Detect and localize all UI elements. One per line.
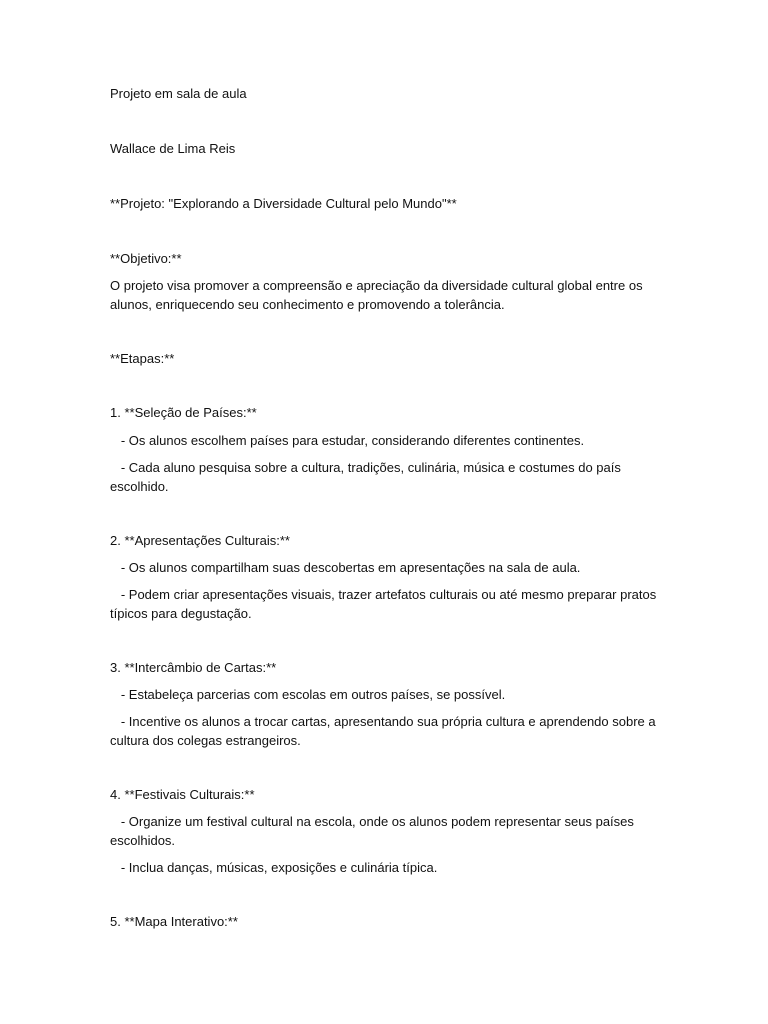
step-3-heading: 3. **Intercâmbio de Cartas:** bbox=[110, 660, 277, 675]
project-title: **Projeto: "Explorando a Diversidade Cultural pelo Mundo"** bbox=[110, 196, 457, 211]
step-3-bullet-2-line-1: - Incentive os alunos a trocar cartas, apresentando sua própria cultura e aprendendo sobre a bbox=[110, 714, 656, 729]
step-2-heading: 2. **Apresentações Culturais:** bbox=[110, 533, 290, 548]
steps-heading: **Etapas:** bbox=[110, 351, 175, 366]
document-title: Projeto em sala de aula bbox=[110, 86, 247, 101]
step-3-bullet-1: - Estabeleça parcerias com escolas em outros países, se possível. bbox=[110, 687, 506, 702]
step-2-bullet-2-line-2: típicos para degustação. bbox=[110, 606, 252, 621]
step-4-bullet-2: - Inclua danças, músicas, exposições e culinária típica. bbox=[110, 860, 438, 875]
author-name: Wallace de Lima Reis bbox=[110, 141, 236, 156]
step-4-bullet-1-line-1: - Organize um festival cultural na escola, onde os alunos podem representar seus países bbox=[110, 814, 634, 829]
step-1-bullet-1: - Os alunos escolhem países para estudar, considerando diferentes continentes. bbox=[110, 433, 585, 448]
objective-text-line-1: O projeto visa promover a compreensão e apreciação da diversidade cultural global entre os bbox=[110, 278, 643, 293]
step-2-bullet-1: - Os alunos compartilham suas descobertas em apresentações na sala de aula. bbox=[110, 560, 581, 575]
step-5-heading: 5. **Mapa Interativo:** bbox=[110, 914, 238, 929]
step-2-bullet-2-line-1: - Podem criar apresentações visuais, trazer artefatos culturais ou até mesmo preparar pratos bbox=[110, 587, 657, 602]
step-3-bullet-2-line-2: cultura dos colegas estrangeiros. bbox=[110, 733, 301, 748]
objective-heading: **Objetivo:** bbox=[110, 251, 182, 266]
step-1-bullet-2-line-2: escolhido. bbox=[110, 479, 169, 494]
objective-text-line-2: alunos, enriquecendo seu conhecimento e promovendo a tolerância. bbox=[110, 297, 505, 312]
step-4-bullet-1-line-2: escolhidos. bbox=[110, 833, 176, 848]
step-4-heading: 4. **Festivais Culturais:** bbox=[110, 787, 255, 802]
step-1-heading: 1. **Seleção de Países:** bbox=[110, 405, 257, 420]
step-1-bullet-2-line-1: - Cada aluno pesquisa sobre a cultura, tradições, culinária, música e costumes do país bbox=[110, 460, 621, 475]
